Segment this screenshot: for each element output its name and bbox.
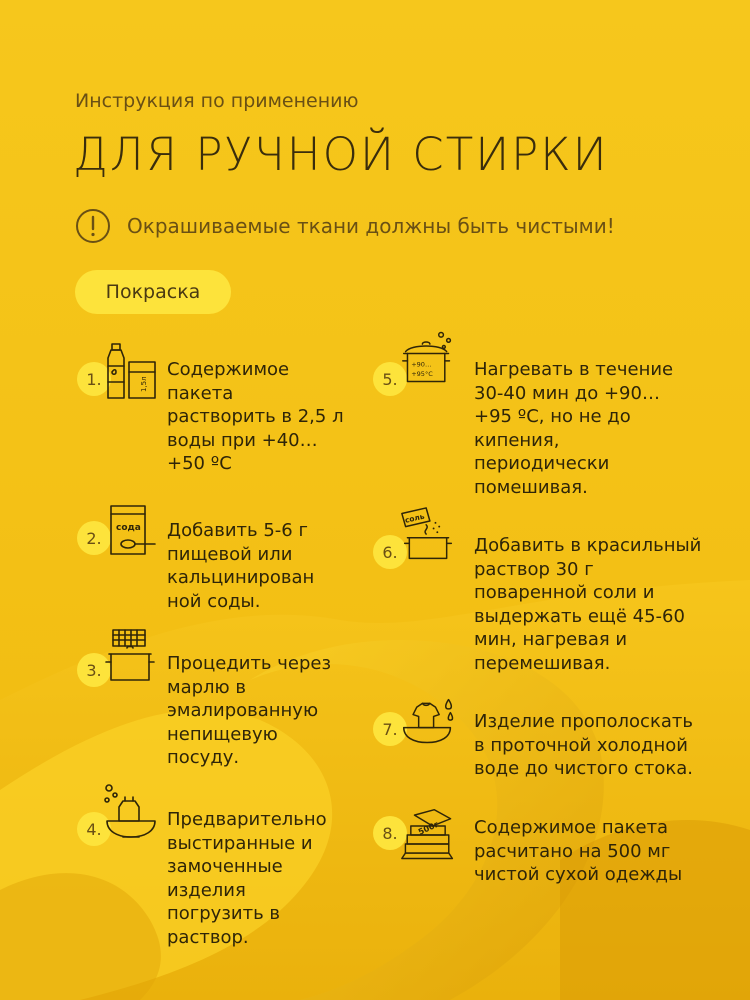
rinse-basin-icon xyxy=(400,692,456,752)
step-text: Нагревать в течение 30-40 мин до +90… +95 ºC, но не до кипения, периодически помешивая. xyxy=(474,359,674,498)
heating-pot-icon xyxy=(400,330,456,390)
svg-text:+90…: +90… xyxy=(411,360,432,369)
svg-text:соль: соль xyxy=(404,511,426,525)
page-subtitle: Инструкция по применению xyxy=(75,90,359,112)
step-number: 6. xyxy=(373,535,407,569)
warning-line xyxy=(75,208,615,244)
svg-text:сода: сода xyxy=(116,523,141,533)
page-title: ДЛЯ РУЧНОЙ СТИРКИ xyxy=(73,128,609,181)
svg-text:1,5л: 1,5л xyxy=(140,376,148,392)
svg-text:500г: 500г xyxy=(416,818,440,837)
salt-pot-icon xyxy=(400,505,456,565)
step-text: Добавить в красильный раствор 30 г поваренной соли и выдержать ещё 45-60 мин, нагревая и перемешивая. xyxy=(474,535,702,674)
step-number: 1. xyxy=(77,362,111,396)
section-badge: Покраска xyxy=(75,270,231,314)
exclamation-icon xyxy=(75,208,111,244)
step-number: 2. xyxy=(77,521,111,555)
bottle-and-jar-icon xyxy=(103,342,159,402)
step-text: Содержимое пакета растворить в 2,5 л воды при +40… +50 ºC xyxy=(167,359,344,474)
step-text: Добавить 5-6 г пищевой или кальцинирован ной соды. xyxy=(167,520,315,612)
strainer-pot-icon xyxy=(103,628,159,688)
basin-clothes-icon xyxy=(103,783,159,843)
step-number: 7. xyxy=(373,712,407,746)
step-number: 5. xyxy=(373,362,407,396)
step-number: 4. xyxy=(77,812,111,846)
step-text: Содержимое пакета расчитано на 500 мг чистой сухой одежды xyxy=(474,817,683,885)
clothes-stack-icon xyxy=(400,805,456,865)
step-text: Предварительно выстиранные и замоченные изделия погрузить в раствор. xyxy=(167,809,327,948)
step-number: 8. xyxy=(373,816,407,850)
step-number: 3. xyxy=(77,653,111,687)
step-text: Процедить через марлю в эмалированную непищевую посуду. xyxy=(167,653,332,768)
warning-text: Окрашиваемые ткани должны быть чистыми! xyxy=(127,214,615,238)
soda-pack-icon xyxy=(103,500,159,560)
svg-text:+95°C: +95°C xyxy=(411,369,433,378)
step-text: Изделие прополоскать в проточной холодной воде до чистого стока. xyxy=(474,711,693,779)
